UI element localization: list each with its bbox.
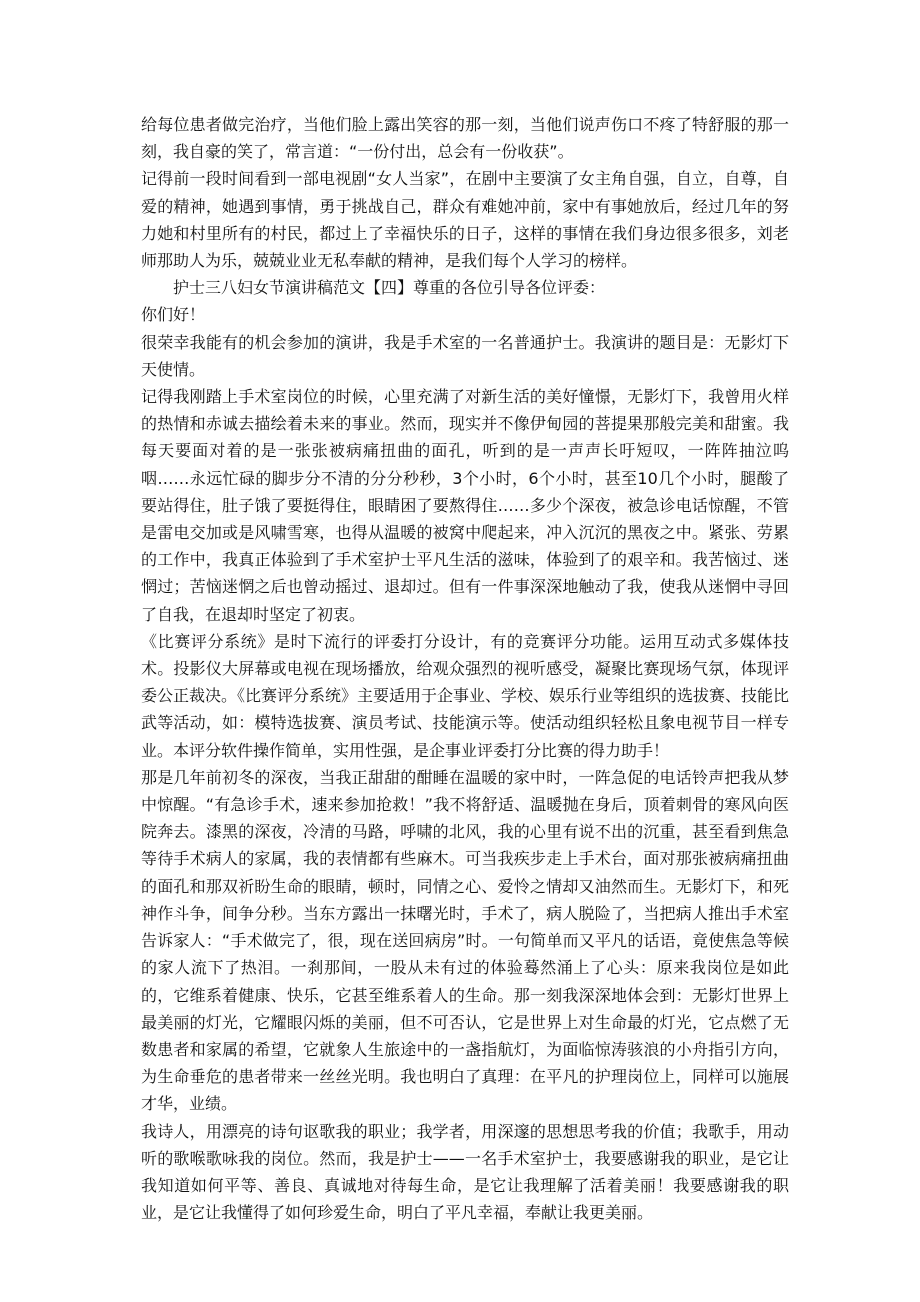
paragraph-tv-drama: 记得前一段时间看到一部电视剧“女人当家”，在剧中主要演了女主角自强，自立，自尊，自爱的精神，她遇到事情，勇于挑战自己，群众有难她冲前，家中有事她放后，经过几年的努力她和村里所有的村民，都过上了幸福快乐的日子，这样的事情在我们身边很多很多，刘老师那助人为乐，兢兢业业无私奉献的精神，是我们每个人学习的榜样。 bbox=[141, 169, 789, 271]
paragraph-treatment-pride: 给每位患者做完治疗，当他们脸上露出笑容的那一刻，当他们说声伤口不疼了特舒服的那一刻，我自豪的笑了，常言道：“一份付出，总会有一份收获”。 bbox=[141, 115, 789, 162]
paragraph-section-heading: 护士三八妇女节演讲稿范文【四】尊重的各位引导各位评委： bbox=[173, 278, 606, 298]
paragraph-conclusion: 我诗人，用漂亮的诗句讴歌我的职业；我学者，用深邃的思想思考我的价值；我歌手，用动听的歌喉歌咏我的岗位。然而，我是护士——一名手术室护士，我要感谢我的职业，是它让我知道如何平等、善良、真诚地对待每生命，是它让我理解了活着美丽！我要感谢我的职业，是它让我懂得了如何珍爱生命，明白了平凡幸福，奉献让我更美丽。 bbox=[141, 1121, 789, 1223]
paragraph-speech-title: 很荣幸我能有的机会参加的演讲，我是手术室的一名普通护士。我演讲的题目是：无影灯下天使情。 bbox=[141, 332, 789, 379]
paragraph-greeting: 你们好！ bbox=[141, 305, 206, 325]
document-body bbox=[141, 111, 789, 1226]
paragraph-operating-room: 记得我刚踏上手术室岗位的时候，心里充满了对新生活的美好憧憬，无影灯下，我曾用火样的热情和赤诚去描绘着未来的事业。然而，现实并不像伊甸园的菩提果那般完美和甜蜜。我每天要面对着的是一张张被病痛扭曲的面孔，听到的是一声声长吁短叹，一阵阵抽泣呜咽……永远忙碌的脚步分不清的分分秒秒，3个小时，6个小时，甚至10几个小时，腿酸了要站得住，肚子饿了要挺得住，眼睛困了要熬得住……多少个深夜，被急诊电话惊醒，不管是雷电交加或是风啸雪寒，也得从温暖的被窝中爬起来，冲入沉沉的黑夜之中。紧张、劳累的工作中，我真正体验到了手术室护士平凡生活的滋味，体验到了的艰辛和。我苦恼过、迷惘过；苦恼迷惘之后也曾动摇过、退却过。但有一件事深深地触动了我，使我从迷惘中寻回了自我，在退却时坚定了初衷。 bbox=[141, 387, 789, 624]
paragraph-winter-night: 那是几年前初冬的深夜，当我正甜甜的酣睡在温暖的家中时，一阵急促的电话铃声把我从梦中惊醒。“有急诊手术，速来参加抢救！”我不将舒适、温暖抛在身后，顶着刺骨的寒风向医院奔去。漆黑的深夜，冷清的马路，呼啸的北风，我的心里有说不出的沉重，甚至看到焦急等待手术病人的家属，我的表情都有些麻木。可当我疾步走上手术台，面对那张被病痛扭曲的面孔和那双祈盼生命的眼睛，顿时，同情之心、爱怜之情却又油然而生。无影灯下，和死神作斗争，间争分秒。当东方露出一抹曙光时，手术了，病人脱险了，当把病人推出手术室告诉家人：“手术做完了，很，现在送回病房”时。一句简单而又平凡的话语，竟使焦急等候的家人流下了热泪。一刹那间，一股从未有过的体验蓦然涌上了心头：原来我岗位是如此的，它维系着健康、快乐，它甚至维系着人的生命。那一刻我深深地体会到：无影灯世界上最美丽的灯光，它耀眼闪烁的美丽，但不可否认，它是世界上对生命最的灯光，它点燃了无数患者和家属的希望，它就象人生旅途中的一盏指航灯，为面临惊涛骇浪的小舟指引方向，为生命垂危的患者带来一丝丝光明。我也明白了真理：在平凡的护理岗位上，同样可以施展才华，业绩。 bbox=[141, 767, 789, 1114]
paragraph-scoring-system: 《比赛评分系统》是时下流行的评委打分设计，有的竞赛评分功能。运用互动式多媒体技术。投影仪大屏幕或电视在现场播放，给观众强烈的视听感受，凝聚比赛现场气氛，体现评委公正裁决。《比赛评分系统》主要适用于企事业、学校、娱乐行业等组织的选拔赛、技能比武等活动，如：模特选拔赛、演员考试、技能演示等。使活动组织轻松且象电视节目一样专业。本评分软件操作简单，实用性强，是企事业评委打分比赛的得力助手！ bbox=[141, 631, 790, 760]
